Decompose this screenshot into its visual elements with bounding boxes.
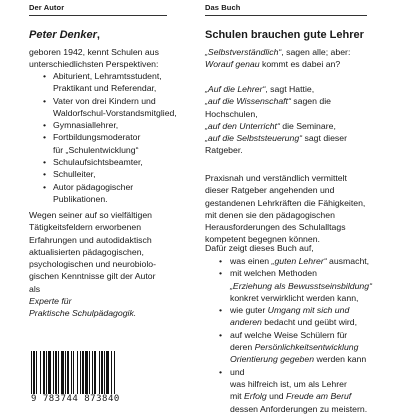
list-item: • Autor pädagogischer	[43, 181, 134, 192]
barcode-bar	[80, 351, 81, 395]
barcode-bar	[106, 351, 109, 395]
list-item: • Schulleiter,	[43, 169, 96, 180]
barcode-bar	[104, 351, 105, 395]
list-item: anderen bedacht und geübt wird,	[230, 317, 358, 328]
author-name-heading: Peter Denker,	[29, 29, 100, 41]
barcode-bar	[61, 351, 64, 395]
barcode-bar	[67, 351, 69, 395]
author-section-label: Der Autor	[29, 3, 65, 12]
list-item: Praktikant und Referendar,	[53, 83, 157, 94]
list-item: • Gymnasiallehrer,	[43, 120, 119, 131]
list-item: • wie guter Umgang mit sich und	[219, 305, 350, 316]
author-section-rule	[29, 15, 167, 16]
list-item: Publikationen.	[53, 193, 108, 204]
book-description: Praxisnah und verständlich vermittelt dieser Ratgeber angehenden und gestandenen Lehrkräften die Fähigkeiten, mit denen sie den pädagogischen Herausforderungen des Schulalltags kompetent begegnen können.	[205, 173, 366, 245]
list-item: • Schulaufsichtsbeamter,	[43, 157, 143, 168]
book-quote-voices: „Auf die Lehrer“, sagt Hattie, „auf die Wissenschaft“ sagen die Hochschulen, „auf den Unterricht“ die Seminare, „auf die Selbststeuerung“ sagt dieser Ratgeber.	[205, 84, 347, 156]
list-item: für „Schulentwicklung“	[53, 144, 139, 155]
barcode-bar	[73, 351, 74, 395]
barcode-bar	[77, 351, 78, 395]
book-quote-intro: „Selbstverständlich“, sagen alle; aber: Worauf genau kommt es dabei an?	[205, 47, 351, 70]
list-item: mit Erfolg und Freude am Beruf	[230, 391, 352, 402]
barcode-bar	[94, 351, 96, 395]
barcode-bar	[82, 351, 84, 395]
list-item: • und	[219, 366, 245, 377]
book-features-intro: Dafür zeigt dieses Buch auf,	[205, 243, 314, 253]
barcode-bar	[36, 351, 37, 395]
list-item: • Vater von drei Kindern und	[43, 95, 156, 106]
barcode-bar	[99, 351, 100, 395]
list-item: • auf welche Weise Schülern für	[219, 329, 348, 340]
barcode-bar	[85, 351, 88, 395]
barcode-bar	[92, 351, 93, 395]
author-summary: Wegen seiner auf so vielfältigen Tätigkeitsfeldern erworbenen Erfahrungen und autodidaktisch aktualisierten pädagogischen, psychologischen und neurobiolo- gischen Kenntnisse gilt der Autor als Experte für Praktische Schulpädagogik.	[29, 210, 157, 319]
list-item: Orientierung gegeben werden kann	[230, 354, 367, 365]
barcode-bars	[29, 351, 147, 395]
list-item: • Fortbildungsmoderator	[43, 132, 141, 143]
list-item: dessen Anforderungen zu meistern.	[230, 403, 368, 414]
list-item: • Abiturient, Lehramtsstudent,	[43, 71, 162, 81]
book-title: Schulen brauchen gute Lehrer	[205, 29, 364, 41]
barcode-bar	[55, 351, 57, 395]
barcode-bar	[31, 351, 32, 395]
barcode-bar	[46, 351, 47, 395]
list-item: Waldorfschul-Vorstandsmitglied,	[53, 107, 177, 118]
barcode-bar	[65, 351, 66, 395]
list-item: • mit welchen Methoden	[219, 268, 317, 279]
barcode-bar	[40, 351, 41, 395]
barcode-bar	[114, 351, 115, 395]
barcode-bar	[33, 351, 35, 395]
barcode-bar	[48, 351, 51, 395]
list-item: konkret verwirklicht werden kann,	[230, 292, 359, 303]
barcode-bar	[71, 351, 72, 395]
barcode-bar	[53, 351, 54, 395]
barcode-bar	[111, 351, 112, 395]
book-section-label: Das Buch	[205, 3, 241, 12]
barcode-bar	[101, 351, 103, 395]
list-item: „Erziehung als Bewusstseinsbildung“	[230, 280, 372, 291]
author-intro: geboren 1942, kennt Schulen aus unterschiedlichsten Perspektiven:	[29, 47, 159, 70]
barcode-bar	[58, 351, 59, 395]
barcode-bar	[89, 351, 90, 395]
book-features-list	[205, 255, 395, 415]
list-item: • was einen „guten Lehrer“ ausmacht,	[219, 256, 370, 266]
isbn-number: 9 783744 873840	[29, 394, 147, 404]
barcode-bar	[43, 351, 45, 395]
list-item: was hilfreich ist, um als Lehrer	[230, 378, 347, 389]
list-item: deren Persönlichkeitsentwicklung	[230, 342, 359, 353]
author-perspectives-list	[29, 70, 197, 205]
author-name: Peter Denker	[29, 29, 97, 41]
isbn-barcode	[29, 351, 147, 408]
book-section-rule	[205, 15, 367, 16]
